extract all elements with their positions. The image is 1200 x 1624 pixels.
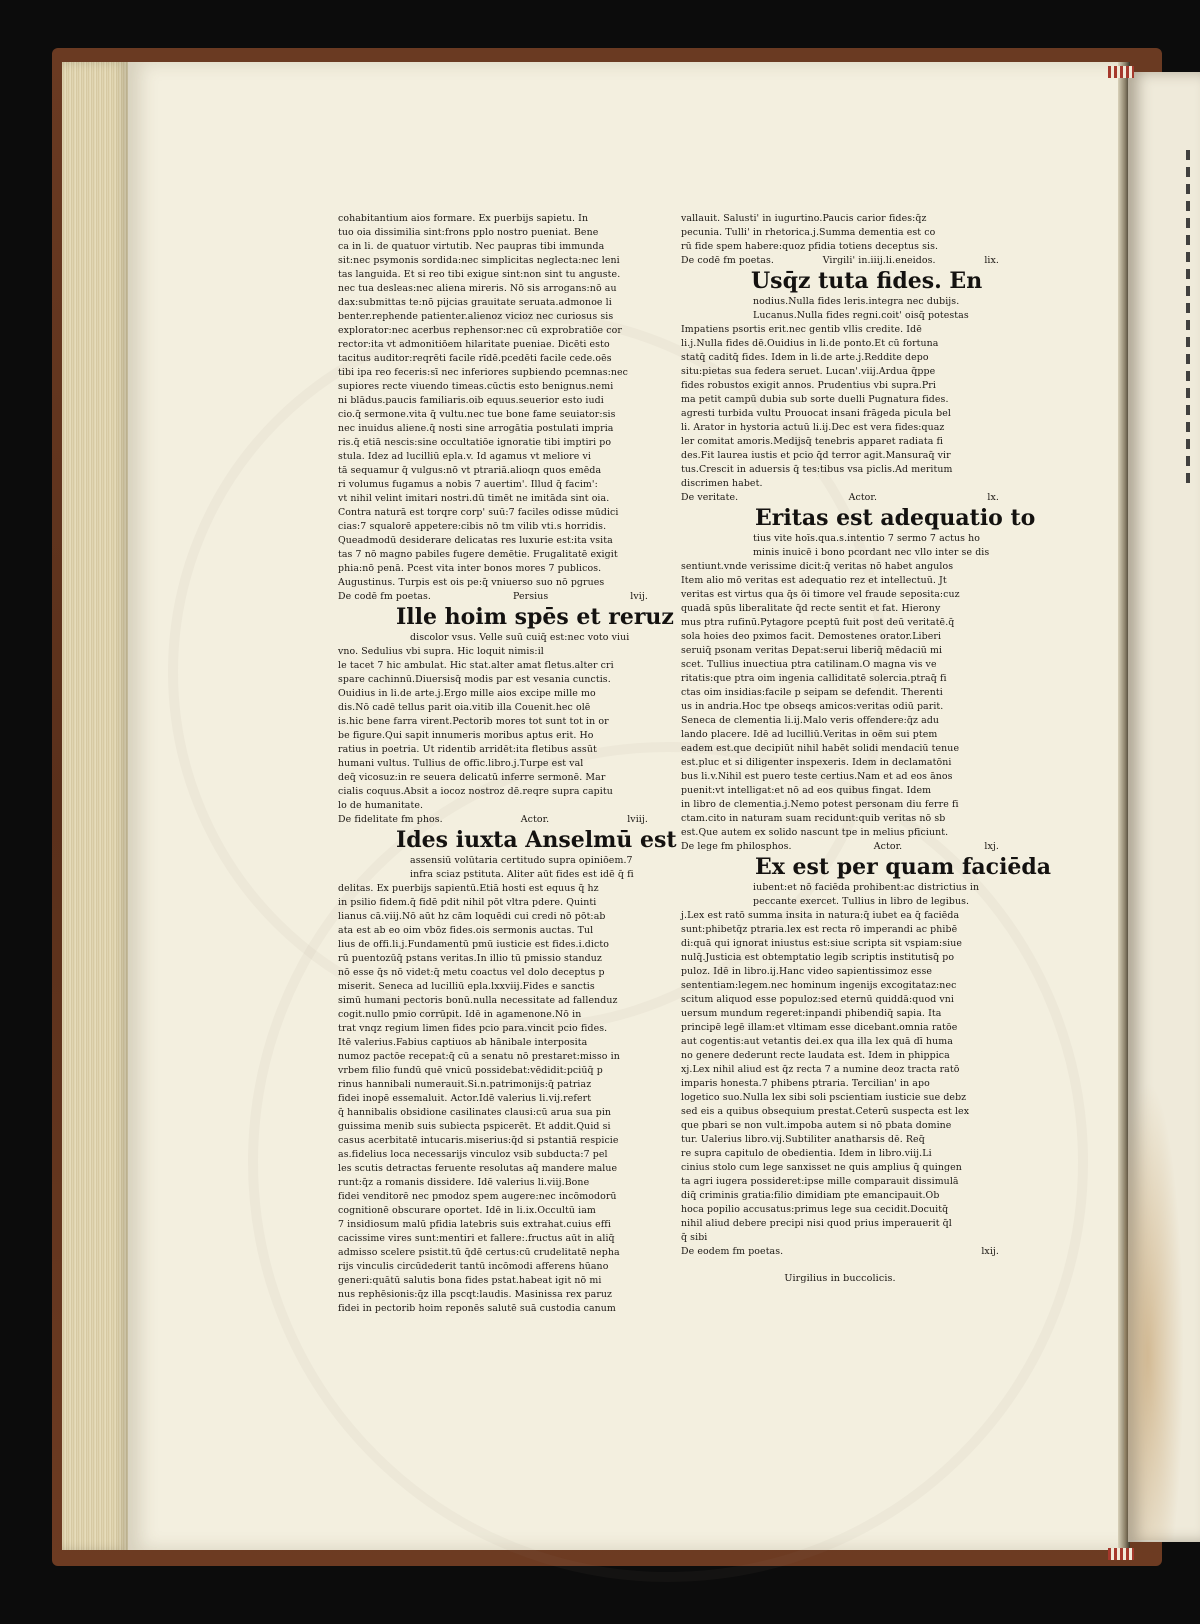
text-line: nulq̄.Justicia est obtemptatio legib scriptis institutisq̄ po <box>681 952 955 963</box>
text-line: que pbari se non vult.impoba autem si nō pbata domine <box>681 1120 952 1131</box>
text-line: sunt:phibetq̄z ptraria.lex est recta rō imperandi ac phibē <box>681 924 958 935</box>
text-line: runt:q̄z a romanis dissidere. Idē valerius li.viij.Bone <box>338 1177 590 1188</box>
text-line: ritatis:que ptra oim ingenia calliditatē solercia.ptraq̄ fi <box>681 673 947 684</box>
text-line: rū puentozūq̄ pstans veritas.In illio tū pmissio standuz <box>338 953 602 964</box>
text-line: est.Que autem ex solido nascunt tpe in melius pficiunt. <box>681 827 949 838</box>
text-line: tus.Crescit in aduersis q̄ tes:tibus vsa piclis.Ad meritum <box>681 464 953 475</box>
text-line: rijs vinculis circūdederit tantū incōmodi afferens hūano <box>338 1261 609 1272</box>
headband <box>1108 66 1134 78</box>
text-line: diq̄ criminis gratia:filio dimidiam pte emancipauit.Ob <box>681 1190 940 1201</box>
text-line: ri volumus fugamus a nobis 7 auertim'. Illud q̄ facim': <box>338 479 598 490</box>
text-line: peccante exercet. Tullius in libro de legibus. <box>753 896 970 907</box>
section-author: Actor. <box>848 492 878 503</box>
text-line: ta agri iugera possideret:ipse mille comparauit dissimulā <box>681 1176 959 1187</box>
section-title: De codē fm poetas. <box>681 255 774 266</box>
section-title: De eodem fm poetas. <box>681 1246 784 1257</box>
section-heading <box>681 1245 999 1258</box>
text-line: tur. Ualerius libro.vij.Subtiliter anatharsis dē. Req̄ <box>681 1134 925 1145</box>
section-num: lxj. <box>984 841 999 852</box>
tailband <box>1108 1548 1134 1560</box>
text-line: fidei venditorē nec pmodoz spem augere:nec incōmodorū <box>338 1191 617 1202</box>
text-line: sola hoies deo pximos facit. Demostenes orator.Liberi <box>681 631 942 642</box>
text-line: discrimen habet. <box>681 478 763 489</box>
text-line: re supra capitulo de obedientia. Idem in libro.viij.Li <box>681 1148 932 1159</box>
text-line: cogit.nullo pmio corrūpit. Idē in agamenone.Nō in <box>338 1009 582 1020</box>
text-line: humani vultus. Tullius de offic.libro.j.Turpe est val <box>338 758 584 769</box>
text-line: di:quā qui ignorat iniustus est:siue scripta sit vspiam:siue <box>681 938 963 949</box>
text-line: puloz. Idē in libro.ij.Hanc video sapientissimoz esse <box>681 966 932 977</box>
text-line: statq̄ caditq̄ fides. Idem in li.de arte.j.Reddite depo <box>681 352 929 363</box>
text-line: ma petit campū dubia sub sorte duelli Pugnatura fides. <box>681 394 949 405</box>
section-heading <box>338 813 648 826</box>
text-line: 7 insidiosum malū pfidia latebris suis extrahat.cuius effi <box>338 1219 611 1230</box>
text-line: lo de humanitate. <box>338 800 424 811</box>
chapter-heading: Ides iuxta Anselmū est <box>396 827 677 853</box>
text-line: xj.Lex nihil aliud est q̄z recta 7 a numine deoz tracta ratō <box>681 1064 960 1075</box>
text-line: est.pluc et si diligenter inspexeris. Idem in declamatōni <box>681 757 952 768</box>
text-line: les scutis detractas feruente resolutas aq̄ mandere malue <box>338 1163 618 1174</box>
text-line: hoca popilio accusatus:primus lege sua cecidit.Docuitq̄ <box>681 1204 949 1215</box>
text-line: supiores recte viuendo timeas.cūctis esto benignus.nemi <box>338 381 614 392</box>
text-line: Lucanus.Nulla fides regni.coit' oisq̄ potestas <box>753 310 969 321</box>
text-line: rinus hannibali numerauit.Si.n.patrimonijs:q̄ patriaz <box>338 1079 592 1090</box>
text-line: ca in li. de quatuor virtutib. Nec paupras tibi immunda <box>338 241 605 252</box>
text-line: nodius.Nulla fides leris.integra nec dubijs. <box>753 296 960 307</box>
section-author: Persius <box>512 591 549 602</box>
text-line: scitum aliquod esse populoz:sed eternū quiddā:quod vni <box>681 994 955 1005</box>
section-author: Virgili' in.iiij.li.eneidos. <box>822 255 936 266</box>
text-line: discolor vsus. Velle suū cuiq̄ est:nec voto viui <box>410 632 630 643</box>
text-line: admisso scelere psistit.tū q̄dē certus:cū crudelitatē nepha <box>338 1247 620 1258</box>
text-line: quadā spūs liberalitate q̄d recte sentit et fat. Hierony <box>681 603 941 614</box>
text-line: cinius stolo cum lege sanxisset ne quis amplius q̄ quingen <box>681 1162 962 1173</box>
text-line: in psilio fidem.q̄ fidē pdit nihil pōt vltra pdere. Quinti <box>338 897 597 908</box>
text-line: is.hic bene farra virent.Pectorib mores tot sunt tot in or <box>338 716 609 727</box>
chapter-heading: Ille hoim spēs et reruz <box>396 604 674 630</box>
chapter-heading: Usq̄z tuta fides. En <box>751 268 983 294</box>
text-line: tibi ipa reo feceris:sī nec inferiores supbiendo pcemnas:nec <box>338 367 629 378</box>
text-line: cognitionē obscurare oportet. Idē in li.ix.Occultū iam <box>338 1205 596 1216</box>
text-line: ctam.cito in naturam suam recidunt:quib veritas nō sb <box>681 813 946 824</box>
text-line: Itē valerius.Fabius captiuos ab hānibale interposita <box>338 1037 588 1048</box>
text-line: Queadmodū desiderare delicatas res luxurie est:ita vsita <box>338 535 613 546</box>
text-line: phia:nō penā. Pcest vita inter bonos mores 7 publicos. <box>338 563 602 574</box>
text-line: tacitus auditor:reqrēti facile rīdē.pcedēti facile cede.oēs <box>338 353 612 364</box>
section-heading <box>338 590 648 603</box>
text-line: cio.q̄ sermone.vita q̄ vultu.nec tue bone fame seuiator:sis <box>338 409 616 420</box>
text-line: fidei inopē essemaluit. Actor.Idē valerius li.vij.refert <box>338 1093 592 1104</box>
text-line: rū fide spem habere:quoz pfidia totiens deceptus sis. <box>681 241 939 252</box>
text-line: Impatiens psortis erit.nec gentib vllis credite. Idē <box>681 324 922 335</box>
section-num: lvij. <box>630 591 648 602</box>
text-line: ni blādus.paucis familiaris.oib equus.seuerior esto iudi <box>338 395 604 406</box>
text-line: j.Lex est ratō summa insita in natura:q̄ iubet ea q̄ faciēda <box>681 910 960 921</box>
text-line: ratius in poetria. Ut ridentib arridēt:ita fletibus assūt <box>338 744 597 755</box>
text-line: lius de offi.li.j.Fundamentū pmū iusticie est fides.i.dicto <box>338 939 609 950</box>
text-line: ris.q̄ etiā nescis:sine occultatiōe ignoratie tibi imptiri po <box>338 437 612 448</box>
text-line: des.Fit laurea iustis et pcio q̄d terror agit.Mansuraq̄ vir <box>681 450 951 461</box>
text-line: scet. Tullius inuectiua ptra catilinam.O magna vis ve <box>681 659 937 670</box>
text-line: in libro de clementia.j.Nemo potest personam diu ferre fi <box>681 799 959 810</box>
text-line: ata est ab eo oim vbōz fides.ois sermonis auctas. Tul <box>338 925 594 936</box>
text-line: logetico suo.Nulla lex sibi soli pscientiam iusticie sue debz <box>681 1092 967 1103</box>
section-num: lviij. <box>627 814 648 825</box>
section-author: Actor. <box>520 814 550 825</box>
text-line: rector:ita vt admonitiōem hilaritate pueniae. Dicēti esto <box>338 339 610 350</box>
text-line: stula. Idez ad lucilliū epla.v. Id agamus vt meliore vi <box>338 451 591 462</box>
chapter-heading: Eritas est adequatio to <box>755 505 1036 531</box>
text-line: li.j.Nulla fides dē.Ouidius in li.de ponto.Et cū fortuna <box>681 338 939 349</box>
text-line: le tacet 7 hic ambulat. Hic stat.alter amat fletus.alter cri <box>338 660 614 671</box>
text-block <box>338 212 1052 1314</box>
text-line: vrbem filio fundū quē vnicū possidebat:vēdidit:pciūq̄ p <box>338 1065 603 1076</box>
text-line: sententiam:legem.nec hominum ingenijs excogitataz:nec <box>681 980 957 991</box>
text-line: trat vnqz regium limen fides pcio para.vincit pcio fides. <box>338 1023 608 1034</box>
text-line: miserit. Seneca ad lucilliū epla.lxxviij.Fides e sanctis <box>338 981 595 992</box>
text-line: q̄ sibi <box>681 1232 708 1243</box>
section-title: De fidelitate fm phos. <box>338 814 443 825</box>
text-line: spare cachinnū.Diuersisq̄ modis par est vesania cunctis. <box>338 674 611 685</box>
text-line: cias:7 squalorē appetere:cibis nō tm vilib vti.s horridis. <box>338 521 607 532</box>
text-line: fidei in pectorib hoim reponēs salutē suā custodia canum <box>338 1303 616 1314</box>
section-num: lxij. <box>981 1246 999 1257</box>
text-line: tius vite hoīs.qua.s.intentio 7 sermo 7 actus ho <box>753 533 980 544</box>
text-line: Ouidius in li.de arte.j.Ergo mille aios excipe mille mo <box>338 688 596 699</box>
text-line: ler comitat amoris.Medijsq̄ tenebris apparet radiata fi <box>681 436 944 447</box>
text-line: puenit:vt intelligat:et nō ad eos quibus fingat. Idem <box>681 785 932 796</box>
text-line: Item alio mō veritas est adequatio rez et intellectuū. Jt <box>681 575 947 586</box>
text-line: iubent:et nō faciēda prohibent:ac districtius in <box>753 882 980 893</box>
text-line: li. Arator in hystoria actuū li.ij.Dec est vera fides:quaz <box>681 422 945 433</box>
text-line: casus acerbitatē intucaris.miserius:q̄d si pstantiā respicie <box>338 1135 619 1146</box>
text-line: tā sequamur q̄ vulgus:nō vt ptrariā.alioqn quos emēda <box>338 465 602 476</box>
text-line: imparis honesta.7 phibens ptraria. Tercilian' in apo <box>681 1078 930 1089</box>
text-line: fides robustos exigit annos. Prudentius vbi supra.Pri <box>681 380 936 391</box>
text-line: mus ptra rufinū.Pytagore pceptū fuit post deū veritatē.q̄ <box>681 617 955 628</box>
text-line: pecunia. Tulli' in rhetorica.j.Summa dementia est co <box>681 227 936 238</box>
recto-text-edge <box>1184 150 1196 490</box>
section-heading <box>681 840 999 853</box>
text-line: sit:nec psymonis sordida:nec simplicitas neglecta:nec leni <box>338 255 620 266</box>
text-line: be figure.Qui sapit innumeris moribus aptus erit. Ho <box>338 730 594 741</box>
text-line: no genere dederunt recte laudata est. Idem in phippica <box>681 1050 950 1061</box>
text-line: cohabitantium aios formare. Ex puerbijs sapietu. In <box>338 213 589 224</box>
text-line: cialis coquus.Absit a iocoz nostroz dē.reqre supra capitu <box>338 786 613 797</box>
text-line: tuo oia dissimilia sint:frons pplo nostro pueniat. Bene <box>338 227 599 238</box>
text-line: seruiq̄ psonam veritas Depat:serui liberiq̄ mēdaciū mi <box>681 645 943 656</box>
text-line: principē legē illam:et vltimam esse dicebant.omnia ratōe <box>681 1022 958 1033</box>
text-line: deq̄ vicosuz:in re seuera delicatū inferre sermonē. Mar <box>338 772 606 783</box>
text-line: infra sciaz pstituta. Aliter aūt fides est idē q̄ fi <box>410 869 634 880</box>
text-line: vt nihil velint imitari nostri.dū timēt ne imitāda sint oia. <box>338 493 610 504</box>
section-author: Actor. <box>873 841 903 852</box>
text-line: nec tua desleas:nec aliena mireris. Nō sis arrogans:nō au <box>338 283 617 294</box>
closing-line: Uirgilius in buccolicis. <box>784 1273 896 1284</box>
text-line: tas languida. Et si reo tibi exigue sint:non sint tu anguste. <box>338 269 621 280</box>
text-line: dis.Nō cadē tellus parit oia.vitib illa Couenit.hec olē <box>338 702 591 713</box>
text-line: Seneca de clementia li.ij.Malo veris offendere:q̄z adu <box>681 715 940 726</box>
text-line: delitas. Ex puerbijs sapientū.Etiā hosti est equus q̄ hz <box>338 883 599 894</box>
text-line: dax:submittas te:nō pijcias grauitate seruata.admonoe li <box>338 297 612 308</box>
text-line: as.fidelius loca necessarijs vinculoz vsib subducta:7 pel <box>338 1149 608 1160</box>
text-line: sentiunt.vnde verissime dicit:q̄ veritas nō habet angulos <box>681 561 954 572</box>
text-line: Augustinus. Turpis est ois pe:q̄ vniuerso suo nō pgrues <box>338 577 605 588</box>
text-line: guissima menib suis subiecta pspicerēt. Et addit.Quid si <box>338 1121 611 1132</box>
text-line: q̄ hannibalis obsidione casilinates clausi:cū arua sua pin <box>338 1107 612 1118</box>
text-line: vno. Sedulius vbi supra. Hic loquit nimis:il <box>338 646 544 657</box>
text-line: situ:pietas sua federa seruet. Lucan'.viij.Ardua q̄ppe <box>681 366 936 377</box>
text-line: cacissime vires sunt:mentiri et fallere:.fructus aūt in aliq̄ <box>338 1233 615 1244</box>
section-title: De veritate. <box>681 492 739 503</box>
text-line: tas 7 nō magno pabiles fugere demētie. Frugalitatē exigit <box>338 549 618 560</box>
text-line: numoz pactōe recepat:q̄ cū a senatu nō prestaret:misso in <box>338 1051 620 1062</box>
text-line: benter.rephende patienter.alienoz vicioz nec curiosus sis <box>338 311 614 322</box>
section-heading <box>681 254 999 267</box>
section-title: De codē fm poetas. <box>338 591 431 602</box>
text-line: minis inuicē i bono pcordant nec vllo inter se dis <box>753 547 990 558</box>
section-num: lix. <box>984 255 999 266</box>
text-line: agresti turbida vultu Prouocat insani frāgeda picula bel <box>681 408 951 419</box>
page-fore-edge <box>62 62 128 1550</box>
right-column <box>681 212 1052 1286</box>
text-line: lando placere. Idē ad lucilliū.Veritas in oēm sui ptem <box>681 729 938 740</box>
text-line: nus rephēsionis:q̄z illa pscqt:laudis. Masinissa rex paruz <box>338 1289 613 1300</box>
text-line: explorator:nec acerbus rephensor:nec cū exprobratiōe cor <box>338 325 622 336</box>
section-heading <box>681 491 999 504</box>
text-line: aut cogentis:aut vetantis dei.ex qua illa lex quā dī huma <box>681 1036 953 1047</box>
text-line: nec inuidus aliene.q̄ nosti sine arrogātia postulati impria <box>338 423 614 434</box>
left-column <box>338 212 677 1316</box>
text-line: bus li.v.Nihil est puero teste certius.Nam et ad eos ānos <box>681 771 953 782</box>
text-line: eadem est.que decipiūt nihil habēt solidi mendaciū tenue <box>681 743 960 754</box>
text-line: us in andria.Hoc tpe obseqs amicos:veritas odiū parit. <box>681 701 944 712</box>
text-line: veritas est virtus qua q̄s ōi timore vel fraude seposita:cuz <box>681 589 960 600</box>
text-line: simū humani pectoris bonū.nulla necessitate ad fallenduz <box>338 995 618 1006</box>
text-line: vallauit. Salusti' in iugurtino.Paucis carior fides:q̄z <box>681 213 927 224</box>
text-line: Contra naturā est torqre corp' suū:7 faciles odisse mūdici <box>338 507 619 518</box>
text-line: nō esse q̄s nō videt:q̄ metu coactus vel dolo deceptus p <box>338 967 605 978</box>
text-line: lianus cā.viij.Nō aūt hz cām loquēdi cui credi nō pōt:ab <box>338 911 606 922</box>
text-line: generi:quātū salutis bona fides pstat.habeat igit nō mi <box>338 1275 602 1286</box>
text-line: sed eis a quibus obsequium prestat.Ceterū suspecta est lex <box>681 1106 970 1117</box>
text-line: uersum mundum regeret:inpandi phibendiq̄ sapia. Ita <box>681 1008 942 1019</box>
text-line: assensiū volūtaria certitudo supra opiniōem.7 <box>410 855 633 866</box>
chapter-heading: Ex est per quam faciēda <box>755 854 1052 880</box>
water-stain <box>1124 1080 1184 1540</box>
section-num: lx. <box>987 492 999 503</box>
section-title: De lege fm philosphos. <box>681 841 792 852</box>
text-line: nihil aliud debere precipi nisi quod prius imperauerit q̄l <box>681 1218 952 1229</box>
text-line: ctas oim insidias:facile p seipam se defendit. Therenti <box>681 687 943 698</box>
